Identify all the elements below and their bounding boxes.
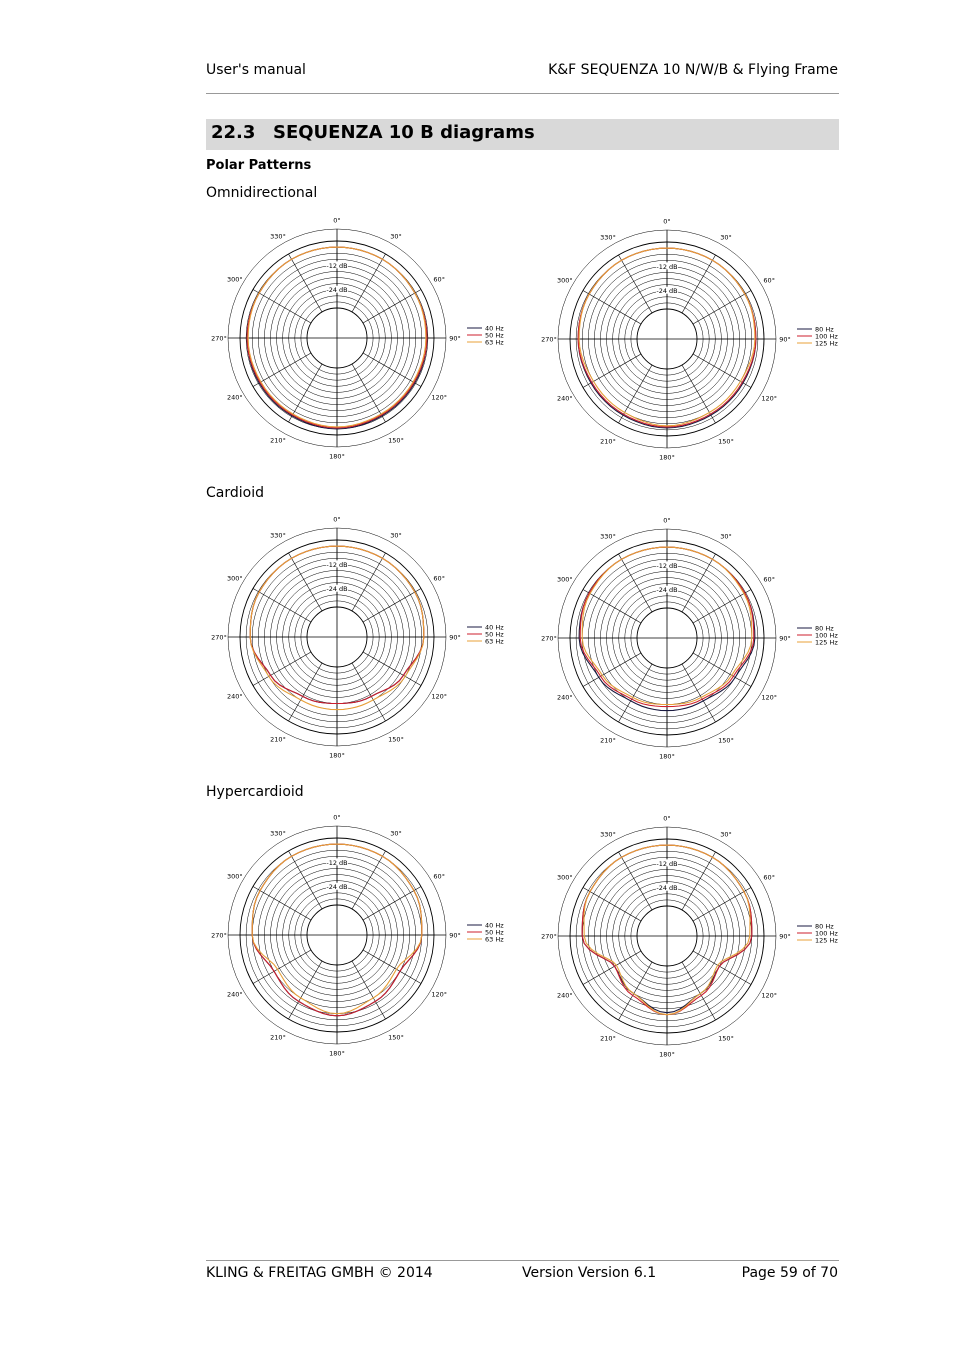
grid-spoke [352, 851, 386, 909]
angle-label: 60° [433, 872, 445, 881]
footer-page-number: Page 59 of 70 [741, 1265, 838, 1281]
group-label-hypercardioid: Hypercardioid [206, 784, 304, 800]
polar-chart-omni-high [530, 206, 850, 476]
angle-label: 270° [211, 931, 227, 940]
grid-spoke [619, 255, 653, 313]
angle-label: 150° [718, 736, 734, 745]
legend-label: 50 Hz [485, 630, 504, 639]
grid-spoke [253, 652, 311, 686]
legend-label: 80 Hz [815, 922, 834, 931]
db-label: -24 dB [656, 586, 678, 595]
angle-label: 210° [270, 735, 286, 744]
angle-label: 90° [779, 634, 791, 643]
db-label: -12 dB [326, 560, 348, 569]
section-heading [206, 119, 839, 150]
db-label: -24 dB [656, 287, 678, 296]
angle-label: 300° [556, 873, 573, 882]
grid-spoke [352, 961, 386, 1019]
angle-label: 120° [761, 991, 778, 1000]
polar-chart-cardioid-high [530, 505, 850, 775]
angle-label: 60° [433, 574, 445, 583]
angle-label: 330° [270, 829, 286, 838]
grid-spoke [363, 950, 421, 984]
grid-spoke [253, 290, 311, 324]
angle-label: 270° [211, 633, 227, 642]
angle-label: 180° [659, 453, 675, 462]
grid-spoke [253, 589, 311, 623]
legend-label: 125 Hz [815, 638, 838, 647]
angle-label: 180° [659, 752, 675, 761]
db-label: -12 dB [656, 561, 678, 570]
angle-label: 60° [433, 275, 445, 284]
angle-label: 60° [763, 276, 775, 285]
legend-label: 80 Hz [815, 325, 834, 334]
angle-label: 330° [600, 830, 616, 839]
angle-label: 240° [556, 394, 573, 403]
grid-spoke [619, 554, 653, 612]
legend-label: 63 Hz [485, 637, 504, 646]
section-number: 22.3 [211, 122, 256, 143]
grid-spoke [682, 852, 716, 910]
angle-label: 0° [663, 516, 671, 525]
group-label-omnidirectional: Omnidirectional [206, 185, 318, 201]
db-label: -12 dB [656, 859, 678, 868]
angle-label: 60° [763, 575, 775, 584]
grid-spoke [352, 553, 386, 611]
grid-spoke [253, 887, 311, 921]
angle-label: 120° [761, 693, 778, 702]
legend-label: 125 Hz [815, 339, 838, 348]
grid-spoke [363, 290, 421, 324]
angle-label: 150° [718, 437, 734, 446]
angle-label: 240° [226, 692, 243, 701]
angle-label: 0° [333, 515, 341, 524]
grid-spoke [253, 950, 311, 984]
angle-label: 30° [720, 233, 732, 242]
grid-spoke [693, 951, 751, 985]
grid-spoke [682, 962, 716, 1020]
angle-label: 0° [333, 216, 341, 225]
angle-label: 0° [663, 217, 671, 226]
grid-spoke [583, 590, 641, 624]
angle-label: 300° [226, 872, 243, 881]
db-label: -12 dB [326, 858, 348, 867]
legend-label: 63 Hz [485, 338, 504, 347]
group-label-cardioid: Cardioid [206, 485, 264, 501]
polar-chart-cardioid-low [200, 504, 520, 774]
grid-spoke [583, 291, 641, 325]
angle-label: 210° [270, 1033, 286, 1042]
grid-spoke [352, 364, 386, 422]
angle-label: 90° [779, 932, 791, 941]
polar-chart-omni-low [200, 205, 520, 475]
angle-label: 30° [390, 829, 402, 838]
grid-spoke [289, 364, 323, 422]
angle-label: 240° [226, 393, 243, 402]
angle-label: 0° [333, 813, 341, 822]
angle-label: 0° [663, 814, 671, 823]
angle-label: 30° [390, 232, 402, 241]
angle-label: 270° [541, 634, 557, 643]
grid-spoke [363, 652, 421, 686]
angle-label: 300° [226, 574, 243, 583]
angle-label: 90° [449, 931, 461, 940]
angle-label: 270° [211, 334, 227, 343]
legend-label: 40 Hz [485, 623, 504, 632]
angle-label: 60° [763, 873, 775, 882]
angle-label: 240° [556, 693, 573, 702]
angle-label: 270° [541, 932, 557, 941]
polar-chart-hypercardioid-high [530, 803, 850, 1073]
grid-spoke [289, 961, 323, 1019]
angle-label: 210° [270, 436, 286, 445]
legend-label: 40 Hz [485, 324, 504, 333]
angle-label: 300° [226, 275, 243, 284]
angle-label: 150° [388, 735, 404, 744]
angle-label: 90° [449, 633, 461, 642]
db-label: -24 dB [326, 883, 348, 892]
angle-label: 90° [779, 335, 791, 344]
angle-label: 180° [329, 751, 345, 760]
angle-label: 120° [431, 393, 448, 402]
angle-label: 270° [541, 335, 557, 344]
grid-spoke [693, 888, 751, 922]
grid-spoke [363, 589, 421, 623]
angle-label: 330° [600, 233, 616, 242]
header-left: User's manual [206, 62, 306, 78]
legend-label: 40 Hz [485, 921, 504, 930]
grid-spoke [289, 254, 323, 312]
angle-label: 330° [600, 532, 616, 541]
legend-label: 50 Hz [485, 928, 504, 937]
angle-label: 300° [556, 575, 573, 584]
angle-label: 150° [388, 1033, 404, 1042]
angle-label: 210° [600, 736, 616, 745]
section-title: SEQUENZA 10 B diagrams [273, 122, 535, 143]
legend-label: 100 Hz [815, 929, 838, 938]
db-label: -24 dB [326, 585, 348, 594]
footer-left: KLING & FREITAG GMBH © 2014 [206, 1265, 433, 1281]
header-right: K&F SEQUENZA 10 N/W/B & Flying Frame [548, 62, 838, 78]
angle-label: 30° [720, 532, 732, 541]
legend-label: 50 Hz [485, 331, 504, 340]
footer-rule [206, 1260, 839, 1261]
grid-spoke [583, 653, 641, 687]
angle-label: 180° [329, 452, 345, 461]
grid-spoke [289, 851, 323, 909]
header-rule [206, 93, 839, 94]
angle-label: 210° [600, 1034, 616, 1043]
polar-chart-hypercardioid-low [200, 802, 520, 1072]
grid-spoke [619, 852, 653, 910]
subheading: Polar Patterns [206, 158, 312, 173]
grid-spoke [682, 255, 716, 313]
grid-spoke [693, 590, 751, 624]
legend-label: 63 Hz [485, 935, 504, 944]
legend-label: 100 Hz [815, 631, 838, 640]
angle-label: 150° [388, 436, 404, 445]
grid-spoke [583, 888, 641, 922]
grid-spoke [682, 554, 716, 612]
grid-spoke [693, 653, 751, 687]
grid-spoke [363, 353, 421, 387]
angle-label: 120° [431, 692, 448, 701]
angle-label: 150° [718, 1034, 734, 1043]
angle-label: 300° [556, 276, 573, 285]
db-label: -12 dB [656, 262, 678, 271]
grid-spoke [352, 254, 386, 312]
angle-label: 30° [720, 830, 732, 839]
angle-label: 240° [556, 991, 573, 1000]
grid-spoke [363, 887, 421, 921]
grid-spoke [253, 353, 311, 387]
angle-label: 30° [390, 531, 402, 540]
angle-label: 180° [329, 1049, 345, 1058]
db-label: -12 dB [326, 261, 348, 270]
legend-label: 100 Hz [815, 332, 838, 341]
grid-spoke [619, 962, 653, 1020]
angle-label: 180° [659, 1050, 675, 1059]
db-label: -24 dB [656, 884, 678, 893]
legend-label: 125 Hz [815, 936, 838, 945]
angle-label: 120° [761, 394, 778, 403]
angle-label: 120° [431, 990, 448, 999]
grid-spoke [583, 951, 641, 985]
footer-version: Version Version 6.1 [522, 1265, 657, 1281]
angle-label: 330° [270, 531, 286, 540]
grid-spoke [289, 553, 323, 611]
legend-label: 80 Hz [815, 624, 834, 633]
grid-spoke [693, 291, 751, 325]
angle-label: 330° [270, 232, 286, 241]
angle-label: 90° [449, 334, 461, 343]
angle-label: 210° [600, 437, 616, 446]
db-label: -24 dB [326, 286, 348, 295]
angle-label: 240° [226, 990, 243, 999]
